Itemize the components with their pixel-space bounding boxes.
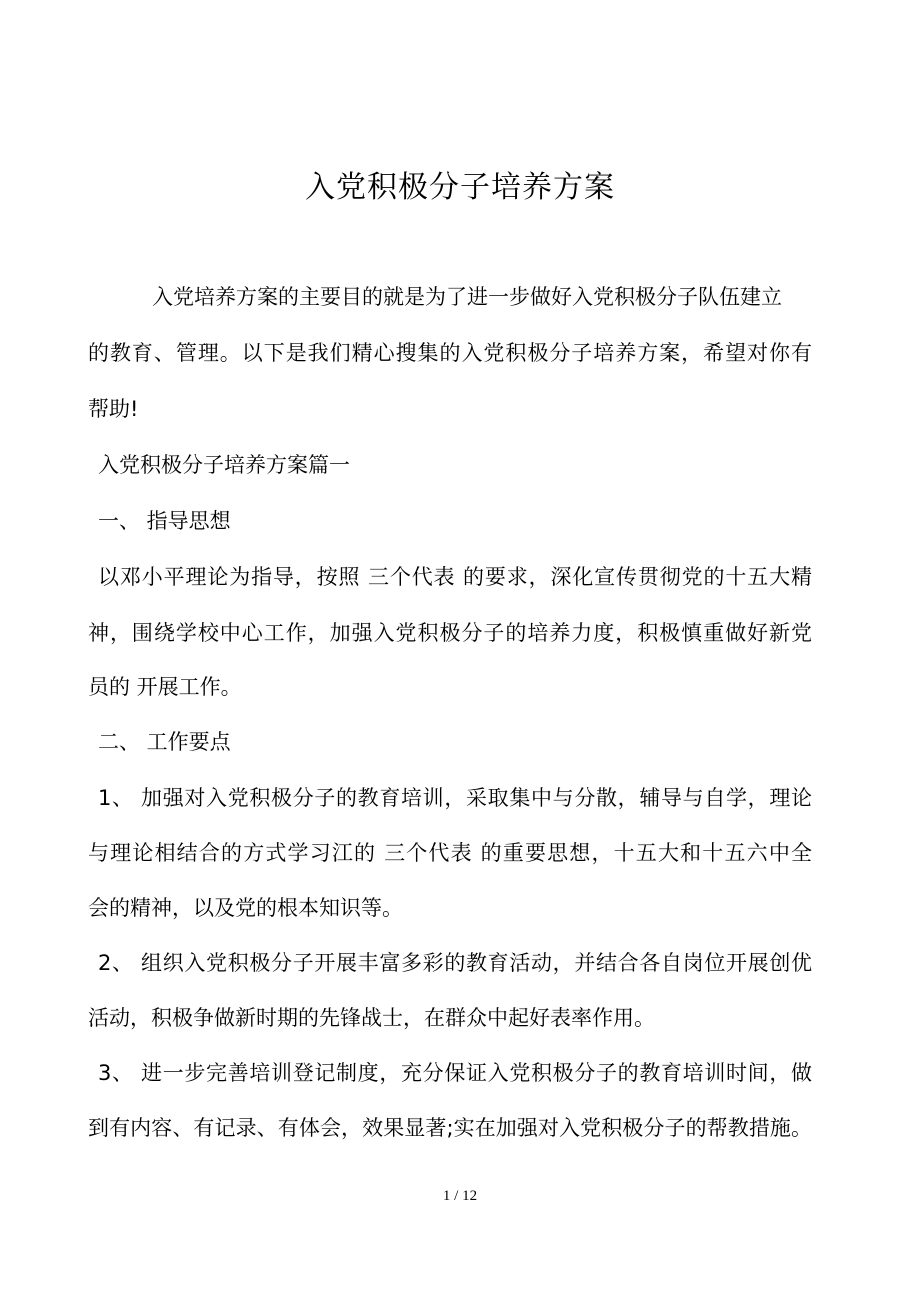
section-heading-part-one: 入党积极分子培养方案篇一 bbox=[98, 453, 350, 477]
point-3-line-1: 3、 进一步完善培训登记制度，充分保证入党积极分子的教育培训时间，做 bbox=[98, 1061, 812, 1085]
guiding-line-2: 神，围绕学校中心工作，加强入党积极分子的培养力度，积极慎重做好新党 bbox=[88, 621, 812, 645]
point-1-line-2: 与理论相结合的方式学习江的 三个代表 的重要思想，十五大和十五六中全 bbox=[88, 841, 812, 865]
guiding-line-1: 以邓小平理论为指导，按照 三个代表 的要求，深化宣传贯彻党的十五大精 bbox=[98, 565, 812, 589]
document-title: 入党积极分子培养方案 bbox=[305, 170, 615, 205]
heading-work-points: 二、 工作要点 bbox=[98, 730, 231, 754]
page-number: 1 / 12 bbox=[442, 1188, 478, 1204]
intro-line-2: 的教育、管理。以下是我们精心搜集的入党积极分子培养方案，希望对你有 bbox=[88, 341, 812, 365]
intro-line-3: 帮助! bbox=[88, 397, 139, 421]
point-3-line-2: 到有内容、有记录、有体会，效果显著;实在加强对入党积极分子的帮教措施。 bbox=[88, 1116, 812, 1140]
intro-line-1: 入党培养方案的主要目的就是为了进一步做好入党积极分子队伍建立 bbox=[152, 285, 782, 309]
point-2-line-2: 活动，积极争做新时期的先锋战士，在群众中起好表率作用。 bbox=[88, 1006, 655, 1030]
heading-guiding-ideology: 一、 指导思想 bbox=[98, 509, 231, 533]
point-1-line-1: 1、 加强对入党积极分子的教育培训，采取集中与分散，辅导与自学，理论 bbox=[98, 786, 812, 810]
guiding-line-3: 员的 开展工作。 bbox=[88, 675, 242, 699]
point-2-line-1: 2、 组织入党积极分子开展丰富多彩的教育活动，并结合各自岗位开展创优 bbox=[98, 951, 812, 975]
point-1-line-3: 会的精神，以及党的根本知识等。 bbox=[88, 896, 403, 920]
